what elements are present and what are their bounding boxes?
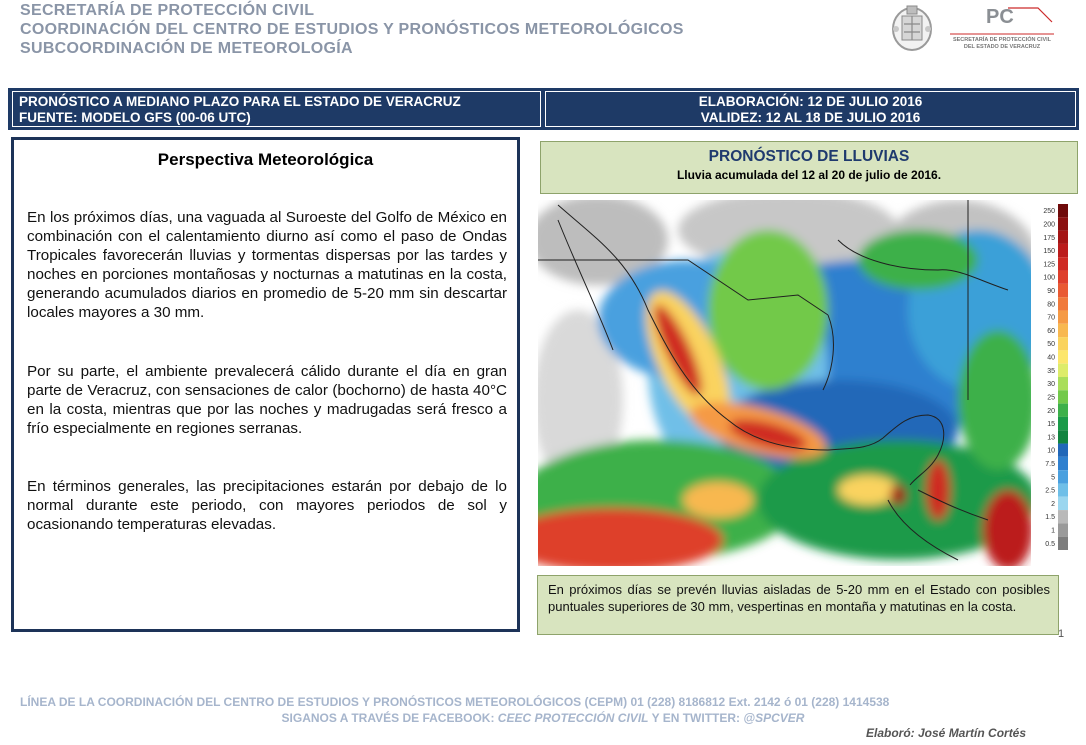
scale-swatch bbox=[1058, 284, 1068, 297]
scale-label: 2.5 bbox=[1045, 487, 1055, 495]
scale-label: 10 bbox=[1047, 447, 1055, 455]
perspectiva-paragraph-3: En términos generales, las precipitaciones estarán por debajo de lo normal durante este periodo, con mayores periodos de sol y ocasionando temperaturas elevadas. bbox=[27, 478, 507, 533]
scale-swatch bbox=[1058, 457, 1068, 470]
rain-note-box bbox=[537, 575, 1059, 635]
scale-swatch bbox=[1058, 377, 1068, 390]
scale-label: 90 bbox=[1047, 288, 1055, 295]
scale-swatch bbox=[1058, 523, 1068, 536]
scale-swatch bbox=[1058, 271, 1068, 284]
banner-source: FUENTE: MODELO GFS (00-06 UTC) bbox=[19, 110, 251, 125]
pc-sub-line1: SECRETARÍA DE PROTECCIÓN CIVIL bbox=[952, 37, 1052, 43]
scale-label: 125 bbox=[1043, 261, 1055, 269]
footer-facebook-handle[interactable]: CEEC PROTECCIÓN CIVIL bbox=[497, 711, 649, 725]
scale-swatch bbox=[1058, 244, 1068, 257]
header-secretaria: SECRETARÍA DE PROTECCIÓN CIVIL bbox=[20, 2, 315, 19]
scale-swatch bbox=[1058, 231, 1068, 244]
footer-author: Elaboró: José Martín Cortés bbox=[866, 726, 1027, 740]
scale-label: 80 bbox=[1047, 301, 1055, 309]
scale-label: 13 bbox=[1047, 434, 1055, 442]
footer-facebook-label: SIGANOS A TRAVÉS DE FACEBOOK: bbox=[281, 711, 498, 725]
header-coordinacion: COORDINACIÓN DEL CENTRO DE ESTUDIOS Y PRONÓSTICOS METEOROLÓGICOS bbox=[20, 21, 684, 38]
banner-elaboration-date: ELABORACIÓN: 12 DE JULIO 2016 bbox=[698, 94, 923, 109]
perspectiva-title: Perspectiva Meteorológica bbox=[157, 150, 374, 169]
banner-validity: VALIDEZ: 12 AL 18 DE JULIO 2016 bbox=[700, 110, 921, 125]
banner-right-panel bbox=[545, 91, 1076, 127]
scale-swatch bbox=[1058, 510, 1068, 523]
scale-label: 70 bbox=[1047, 314, 1055, 322]
scale-label: 20 bbox=[1047, 407, 1055, 415]
scale-swatch bbox=[1058, 483, 1068, 496]
scale-swatch bbox=[1058, 444, 1068, 457]
scale-label: 5 bbox=[1051, 474, 1055, 482]
header-subcoordinacion: SUBCOORDINACIÓN DE METEOROLOGÍA bbox=[20, 40, 353, 57]
scale-swatch bbox=[1058, 470, 1068, 483]
scale-swatch bbox=[1058, 364, 1068, 377]
banner-left-panel bbox=[12, 91, 541, 127]
banner-forecast-title: PRONÓSTICO A MEDIANO PLAZO PARA EL ESTADO DE VERACRUZ bbox=[19, 94, 461, 109]
scale-swatch bbox=[1058, 204, 1068, 217]
scale-label: 40 bbox=[1047, 354, 1055, 362]
rain-note-text: En próximos días se prevén lluvias aisladas de 5-20 mm en el Estado con posibles puntuales superiores de 30 mm, vespertinas en montaña y matutinas en la costa. bbox=[548, 582, 1050, 614]
rain-color-scale bbox=[1038, 200, 1084, 554]
footer-twitter-handle[interactable]: @SPCVER bbox=[743, 711, 805, 725]
footer-twitter-label: Y EN TWITTER: bbox=[648, 711, 744, 725]
scale-label: 250 bbox=[1043, 208, 1055, 216]
scale-label: 175 bbox=[1043, 234, 1055, 242]
scale-label: 35 bbox=[1047, 367, 1055, 375]
footer-social-line bbox=[0, 711, 1086, 725]
rain-forecast-subtitle: Lluvia acumulada del 12 al 20 de julio de 2016. bbox=[676, 168, 942, 182]
scale-swatch bbox=[1058, 257, 1068, 270]
scale-swatch bbox=[1058, 430, 1068, 443]
footer-contact-line: LÍNEA DE LA COORDINACIÓN DEL CENTRO DE ESTUDIOS Y PRONÓSTICOS METEOROLÓGICOS (CEPM) 01 (228) 8186812 Ext. 2142 ó 01 (228) 1414538 bbox=[20, 695, 890, 709]
scale-label: 2 bbox=[1051, 500, 1055, 508]
page-number: 1 bbox=[1058, 628, 1065, 640]
scale-swatch bbox=[1058, 324, 1068, 337]
rain-forecast-header bbox=[540, 141, 1078, 194]
scale-swatch bbox=[1058, 217, 1068, 230]
scale-label: 1.5 bbox=[1045, 514, 1055, 522]
scale-swatch bbox=[1058, 390, 1068, 403]
scale-swatch bbox=[1058, 404, 1068, 417]
pc-sub-line2: DEL ESTADO DE VERACRUZ bbox=[963, 44, 1041, 50]
perspectiva-paragraph-1: En los próximos días, una vaguada al Suroeste del Golfo de México en combinación con el calentamiento diurno así como el paso de Ondas Tropicales favorecerán lluvias y tormentas dispersas por las tardes y noches en porciones montañosas y nocturnas a matutinas en la costa, generando acumulados diarios en promedio de 5-20 mm sin descartar locales mayores a 30 mm. bbox=[27, 209, 507, 321]
scale-swatch bbox=[1058, 310, 1068, 323]
proteccion-civil-logo bbox=[946, 4, 1058, 54]
veracruz-emblem-icon bbox=[888, 2, 936, 52]
perspectiva-paragraph-2: Por su parte, el ambiente prevalecerá cálido durante el día en gran parte de Veracruz, con sensaciones de calor (bochorno) de hasta 40°C en la costa, mientras que por las noches y madrugadas será fresco a frío especialmente en regiones serranas. bbox=[27, 363, 507, 437]
scale-label: 25 bbox=[1047, 394, 1055, 402]
scale-label: 150 bbox=[1043, 248, 1055, 256]
scale-swatch bbox=[1058, 537, 1068, 550]
forecast-banner bbox=[8, 88, 1079, 130]
scale-swatch bbox=[1058, 497, 1068, 510]
scale-label: 7.5 bbox=[1045, 461, 1055, 468]
rain-forecast-title: PRONÓSTICO DE LLUVIAS bbox=[708, 148, 910, 165]
scale-label: 30 bbox=[1047, 381, 1055, 389]
scale-label: 50 bbox=[1047, 341, 1055, 349]
scale-label: 1 bbox=[1051, 527, 1055, 535]
scale-label: 200 bbox=[1043, 221, 1055, 229]
perspectiva-panel bbox=[11, 137, 520, 632]
scale-swatch bbox=[1058, 297, 1068, 310]
scale-label: 100 bbox=[1043, 274, 1055, 282]
scale-label: 0.5 bbox=[1045, 540, 1055, 548]
scale-swatch bbox=[1058, 350, 1068, 363]
rain-forecast-map bbox=[538, 200, 1031, 566]
scale-label: 60 bbox=[1047, 327, 1055, 335]
pc-letters: PC bbox=[986, 6, 1014, 28]
scale-label: 15 bbox=[1047, 421, 1055, 429]
scale-swatch bbox=[1058, 337, 1068, 350]
scale-swatch bbox=[1058, 417, 1068, 430]
